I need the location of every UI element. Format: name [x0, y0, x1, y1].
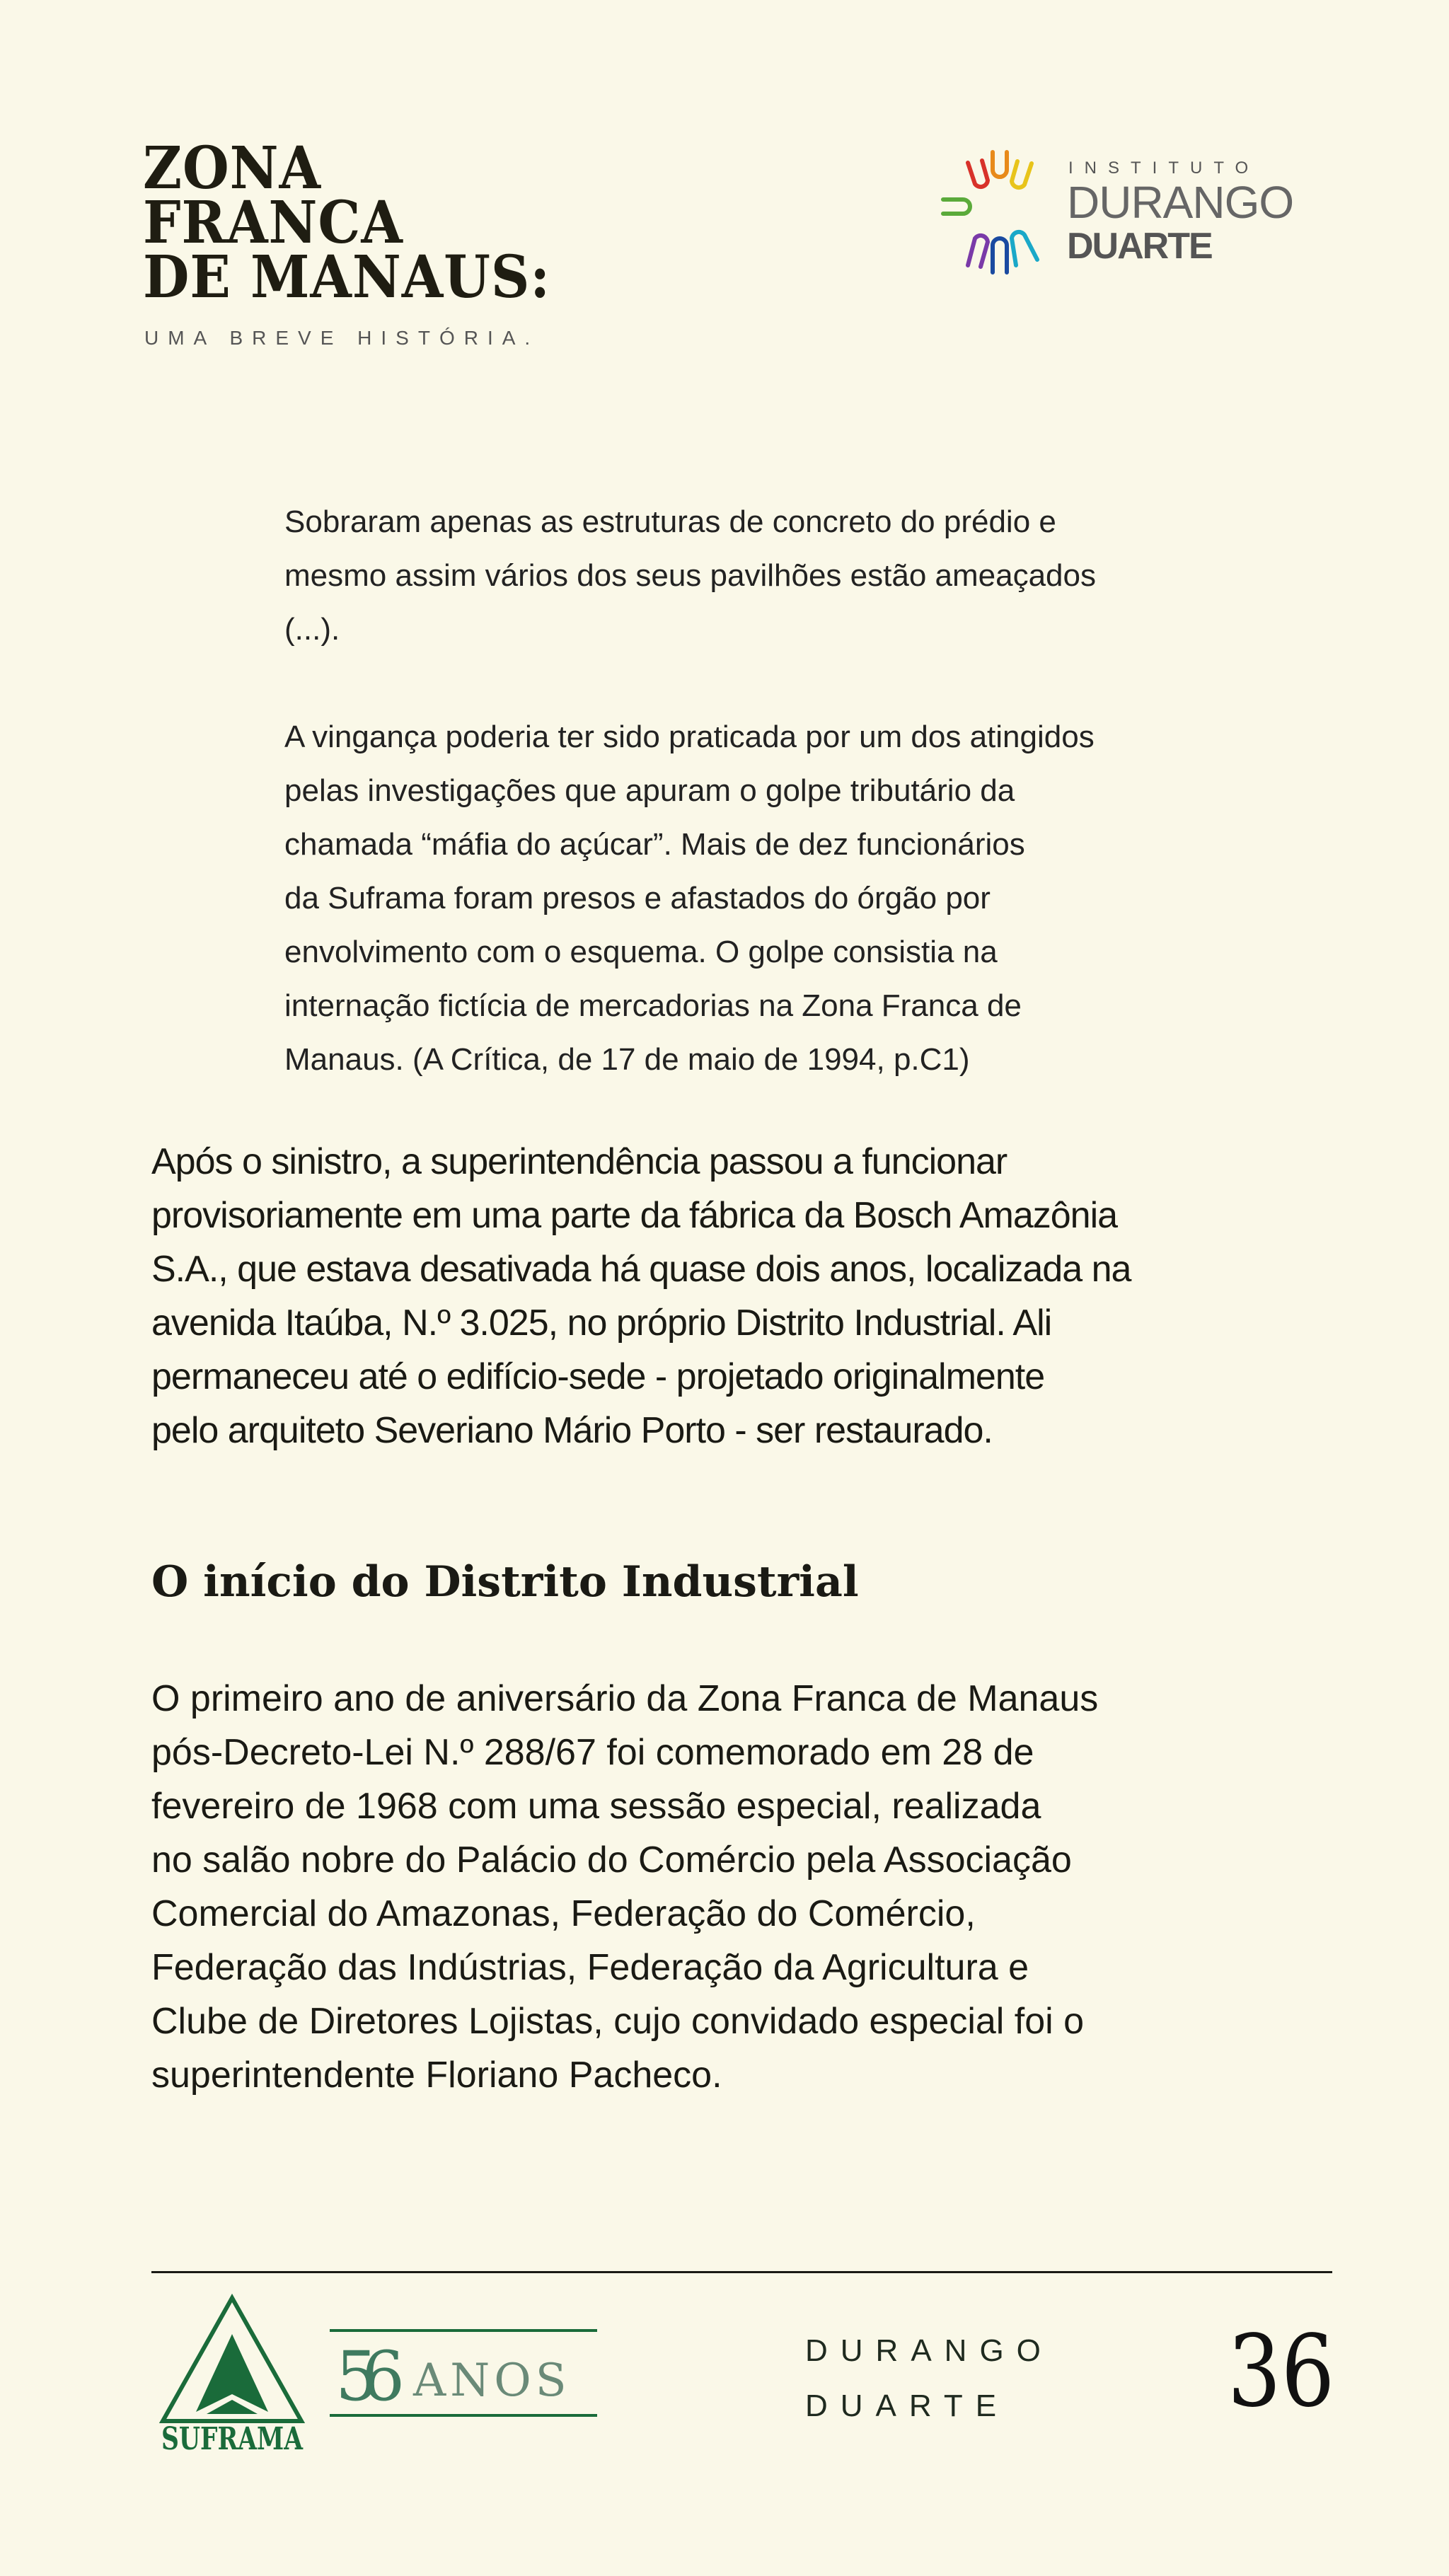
- paragraph-line: pós-Decreto-Lei N.º 288/67 foi comemorado em 28 de: [151, 1732, 1034, 1773]
- quote-line: envolvimento com o esquema. O golpe consistia na: [284, 935, 998, 969]
- paragraph-line: Clube de Diretores Lojistas, cujo convidado especial foi o: [151, 2001, 1085, 2042]
- quote-line: da Suframa foram presos e afastados do órgão por: [284, 881, 991, 916]
- body-paragraph-2: [151, 1672, 1326, 2102]
- title-line: DE MANAUS:: [143, 243, 551, 311]
- quote-line: (...).: [284, 612, 340, 647]
- paragraph-line: permaneceu até o edifício-sede - projetado originalmente: [151, 1356, 1045, 1397]
- instituto-logo-icon: [940, 149, 1060, 276]
- book-subtitle: UMA BREVE HISTÓRIA.: [144, 327, 540, 349]
- paragraph-line: provisoriamente em uma parte da fábrica da Bosch Amazônia: [151, 1195, 1118, 1236]
- title-line: ZONA: [143, 134, 321, 202]
- paragraph-line: pelo arquiteto Severiano Mário Porto - ser restaurado.: [151, 1410, 993, 1451]
- logo-text-instituto: INSTITUTO: [1068, 158, 1260, 178]
- anniversary-word: ANOS: [413, 2355, 571, 2407]
- paragraph-line: S.A., que estava desativada há quase dois anos, localizada na: [151, 1249, 1131, 1290]
- quote-line: internação fictícia de mercadorias na Zona Franca de: [284, 988, 1022, 1023]
- book-title: [143, 134, 551, 311]
- suframa-logo-text: SUFRAMA: [161, 2421, 304, 2457]
- quote-line: Sobraram apenas as estruturas de concreto do prédio e: [284, 504, 1056, 539]
- logo-text-durango: DURANGO: [1067, 177, 1294, 228]
- paragraph-line: O primeiro ano de aniversário da Zona Franca de Manaus: [151, 1678, 1099, 1719]
- anniversary-number: 56: [335, 2337, 388, 2416]
- body-paragraph-1: [151, 1135, 1326, 1457]
- paragraph-line: Comercial do Amazonas, Federação do Comércio,: [151, 1893, 976, 1934]
- logo-text-duarte: DUARTE: [1067, 226, 1212, 267]
- author-line: DUARTE: [805, 2389, 1010, 2423]
- footer-divider: [151, 2271, 1332, 2273]
- anniversary-56-anos-logo: [330, 2328, 597, 2420]
- section-heading: O início do Distrito Industrial: [151, 1557, 859, 1607]
- paragraph-line: avenida Itaúba, N.º 3.025, no próprio Distrito Industrial. Ali: [151, 1303, 1052, 1344]
- paragraph-line: Federação das Indústrias, Federação da Agricultura e: [151, 1947, 1029, 1988]
- paragraph-line: superintendente Floriano Pacheco.: [151, 2055, 722, 2096]
- author-line: DURANGO: [805, 2333, 1053, 2368]
- page-number: 36: [1228, 2314, 1335, 2430]
- quote-line: mesmo assim vários dos seus pavilhões estão ameaçados: [284, 558, 1096, 593]
- footer-author: [805, 2323, 1053, 2434]
- paragraph-line: fevereiro de 1968 com uma sessão especial, realizada: [151, 1786, 1041, 1827]
- paragraph-line: Após o sinistro, a superintendência passou a funcionar: [151, 1141, 1008, 1182]
- quote-line: pelas investigações que apuram o golpe tributário da: [284, 773, 1015, 808]
- title-line: FRANCA: [143, 189, 403, 257]
- suframa-logo-icon: [157, 2295, 307, 2455]
- quote-line: Manaus. (A Crítica, de 17 de maio de 1994, p.C1): [284, 1042, 970, 1077]
- quote-line: A vingança poderia ter sido praticada por um dos atingidos: [284, 720, 1095, 754]
- quote-line: chamada “máfia do açúcar”. Mais de dez funcionários: [284, 827, 1025, 862]
- paragraph-line: no salão nobre do Palácio do Comércio pela Associação: [151, 1839, 1072, 1881]
- block-quote: [284, 495, 1289, 1087]
